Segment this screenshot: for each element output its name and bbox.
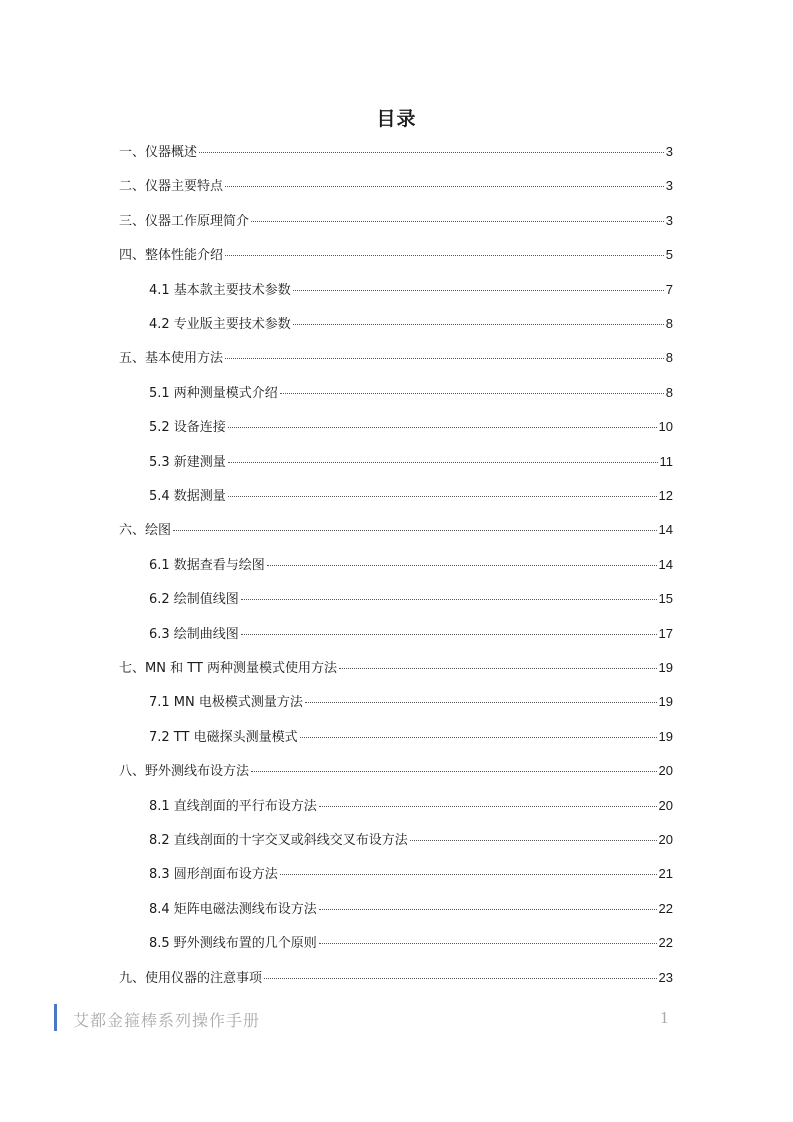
toc-entry-page: 22 [658, 900, 673, 916]
toc-entry[interactable] [149, 830, 673, 850]
toc-entry-label: 九、使用仪器的注意事项 [119, 970, 263, 986]
toc-dot-leader [319, 909, 657, 910]
toc-entry-page: 17 [658, 625, 673, 641]
toc-entry-label: 四、整体性能介绍 [119, 248, 224, 264]
footer-accent-bar [54, 1004, 57, 1031]
toc-dot-leader [305, 702, 657, 703]
toc-entry-label: 五、基本使用方法 [119, 351, 224, 367]
toc-entry[interactable] [149, 589, 673, 609]
toc-entry-label: 6.1 数据查看与绘图 [149, 557, 265, 573]
toc-dot-leader [225, 358, 664, 359]
toc-entry-page: 12 [658, 488, 673, 503]
toc-entry-label: 8.2 直线剖面的十字交叉或斜线交叉布设方法 [149, 833, 408, 848]
toc-entry[interactable] [149, 624, 673, 644]
toc-entry-label: 6.2 绘制值线图 [149, 592, 239, 608]
page-title: 目录 [376, 108, 417, 130]
toc-dot-leader [264, 978, 657, 979]
toc-entry-label: 5.4 数据测量 [149, 489, 226, 504]
toc-entry-label: 二、仪器主要特点 [119, 179, 224, 195]
toc-entry[interactable] [149, 314, 673, 334]
footer-page-number: 1 [660, 1008, 669, 1027]
toc-entry-page: 3 [665, 212, 673, 228]
toc-entry-page: 20 [658, 832, 673, 847]
toc-dot-leader [300, 737, 657, 738]
toc-entry-page: 23 [658, 969, 673, 985]
toc-entry-label: 三、仪器工作原理简介 [119, 213, 250, 229]
toc-entry[interactable] [149, 486, 673, 506]
toc-entry-page: 3 [665, 144, 673, 159]
toc-entry-label: 8.3 圆形剖面布设方法 [149, 867, 278, 883]
toc-entry-page: 19 [658, 728, 673, 744]
toc-dot-leader [339, 668, 657, 669]
toc-dot-leader [293, 290, 664, 291]
toc-entry-page: 8 [665, 316, 673, 331]
toc-dot-leader [173, 530, 657, 531]
toc-entry[interactable] [119, 211, 673, 231]
toc-entry-page: 20 [658, 797, 673, 813]
toc-dot-leader [280, 874, 657, 875]
toc-entry[interactable] [119, 761, 673, 781]
toc-entry[interactable] [119, 176, 673, 196]
toc-dot-leader [410, 840, 657, 841]
toc-entry[interactable] [119, 245, 673, 265]
toc-entry-label: 5.3 新建测量 [149, 454, 226, 470]
toc-entry-page: 14 [658, 556, 673, 572]
toc-entry-page: 5 [665, 247, 673, 263]
toc-entry[interactable] [149, 417, 673, 437]
toc-dot-leader [241, 634, 657, 635]
toc-entry-label: 八、野外测线布设方法 [119, 764, 250, 780]
toc-dot-leader [228, 427, 657, 428]
toc-entry-page: 22 [658, 935, 673, 951]
toc-entry-label: 7.1 MN 电极模式测量方法 [149, 695, 303, 711]
toc-entry[interactable] [119, 520, 673, 540]
toc-dot-leader [228, 496, 657, 497]
toc-entry-label: 六、绘图 [119, 523, 172, 539]
toc-entry-label: 8.4 矩阵电磁法测线布设方法 [149, 901, 317, 917]
toc-entry-page: 7 [665, 281, 673, 297]
toc-entry-label: 5.2 设备连接 [149, 420, 226, 436]
toc-entry[interactable] [149, 864, 673, 884]
toc-entry-page: 14 [658, 522, 673, 538]
toc-entry-page: 8 [665, 350, 673, 366]
toc-entry-label: 8.5 野外测线布置的几个原则 [149, 936, 317, 952]
toc-entry[interactable] [119, 968, 673, 988]
footer-manual-title: 艾都金箍棒系列操作手册 [73, 1011, 261, 1030]
toc-entry[interactable] [119, 658, 673, 678]
toc-entry[interactable] [119, 348, 673, 368]
toc-dot-leader [241, 599, 657, 600]
toc-entry-page: 3 [665, 178, 673, 194]
toc-dot-leader [319, 943, 657, 944]
toc-entry[interactable] [149, 452, 673, 472]
toc-entry-page: 19 [658, 694, 673, 710]
toc-entry-label: 七、MN 和 TT 两种测量模式使用方法 [119, 661, 337, 676]
toc-dot-leader [267, 565, 657, 566]
toc-entry-page: 19 [658, 660, 673, 675]
toc-entry-label: 一、仪器概述 [119, 145, 198, 160]
toc-entry[interactable] [149, 933, 673, 953]
toc-entry[interactable] [149, 692, 673, 712]
toc-entry-page: 10 [658, 419, 673, 435]
toc-entry[interactable] [149, 555, 673, 575]
toc-dot-leader [225, 255, 664, 256]
toc-entry-page: 20 [658, 763, 673, 779]
toc-entry-page: 8 [665, 384, 673, 400]
toc-entry-label: 8.1 直线剖面的平行布设方法 [149, 798, 317, 814]
toc-entry-label: 4.1 基本款主要技术参数 [149, 282, 291, 298]
toc-dot-leader [293, 324, 664, 325]
toc-entry[interactable] [149, 280, 673, 300]
toc-entry[interactable] [119, 142, 673, 162]
toc-entry[interactable] [149, 727, 673, 747]
toc-entry-page: 11 [659, 453, 673, 469]
toc-entry-label: 4.2 专业版主要技术参数 [149, 317, 291, 332]
toc-entry-label: 7.2 TT 电磁探头测量模式 [149, 729, 298, 745]
toc-entry[interactable] [149, 796, 673, 816]
toc-entry[interactable] [149, 383, 673, 403]
toc-entry-page: 21 [658, 866, 673, 882]
toc-dot-leader [199, 152, 664, 153]
toc-dot-leader [251, 771, 657, 772]
toc-dot-leader [225, 186, 664, 187]
toc-dot-leader [228, 462, 658, 463]
toc-entry[interactable] [149, 899, 673, 919]
toc-dot-leader [280, 393, 664, 394]
toc-entry-label: 6.3 绘制曲线图 [149, 626, 239, 642]
toc-dot-leader [319, 806, 657, 807]
toc-entry-label: 5.1 两种测量模式介绍 [149, 385, 278, 401]
toc-dot-leader [251, 221, 664, 222]
toc-entry-page: 15 [658, 591, 673, 607]
